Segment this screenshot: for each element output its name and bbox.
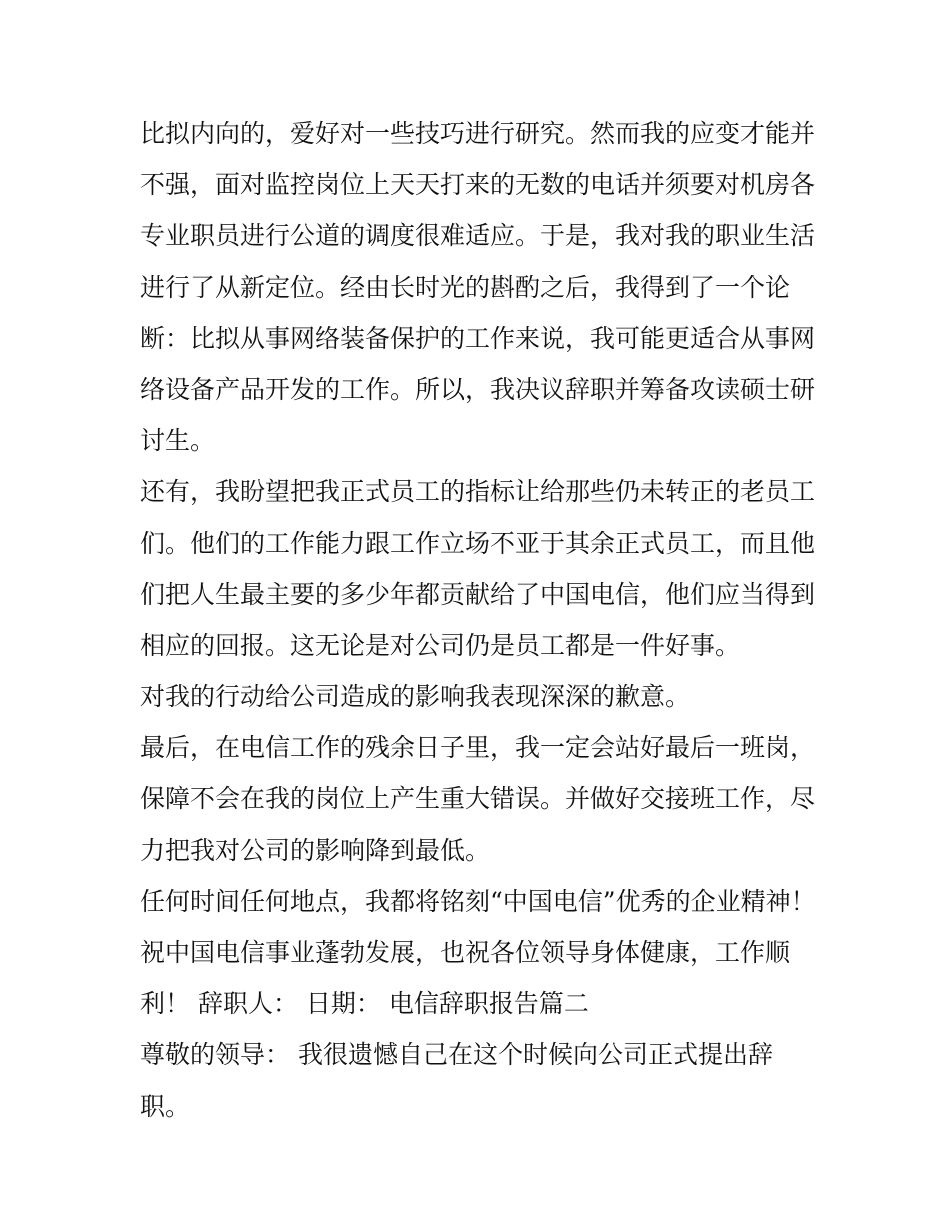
text-line: 还有，我盼望把我正式员工的指标让给那些仍未转正的老员工 <box>140 477 816 507</box>
text-line: 相应的回报。这无论是对公司仍是员工都是一件好事。 <box>140 630 741 660</box>
text-line: 职。 <box>140 1091 191 1121</box>
text-line: 力把我对公司的影响降到最低。 <box>140 835 491 865</box>
text-line: 讨生。 <box>140 426 216 456</box>
text-line: 祝中国电信事业蓬勃发展，也祝各位领导身体健康，工作顺 <box>140 938 791 967</box>
text-line: 们。他们的工作能力跟工作立场不亚于其余正式员工，而且他 <box>140 528 816 558</box>
text-line: 进行了从新定位。经由长时光的斟酌之后，我得到了一个论 <box>140 272 791 302</box>
text-line: 专业职员进行公道的调度很难适应。于是，我对我的职业生活 <box>140 221 816 251</box>
text-line: 们把人生最主要的多少年都贡献给了中国电信，他们应当得到 <box>140 579 816 609</box>
text-line: 最后，在电信工作的残余日子里，我一定会站好最后一班岗， <box>140 733 816 763</box>
text-line: 尊敬的领导： 我很遗憾自己在这个时候向公司正式提出辞 <box>140 1040 773 1070</box>
resignation-letter-body <box>140 108 820 1132</box>
text-line: 络设备产品开发的工作。所以，我决议辞职并筹备攻读硕士研 <box>140 374 816 404</box>
text-line: 不强，面对监控岗位上天天打来的无数的电话并须要对机房各 <box>140 170 816 200</box>
text-line: 断：比拟从事网络装备保护的工作来说，我可能更适合从事网 <box>140 323 816 353</box>
text-line: 保障不会在我的岗位上产生重大错误。并做好交接班工作，尽 <box>140 784 816 814</box>
text-line: 比拟内向的，爱好对一些技巧进行研究。然而我的应变才能并 <box>140 119 816 148</box>
text-line: 利！ 辞职人： 日期： 电信辞职报告篇二 <box>140 989 589 1019</box>
text-line: 任何时间任何地点，我都将铭刻“中国电信”优秀的企业精神！ <box>140 886 816 916</box>
text-line: 对我的行动给公司造成的影响我表现深深的歉意。 <box>140 682 691 712</box>
